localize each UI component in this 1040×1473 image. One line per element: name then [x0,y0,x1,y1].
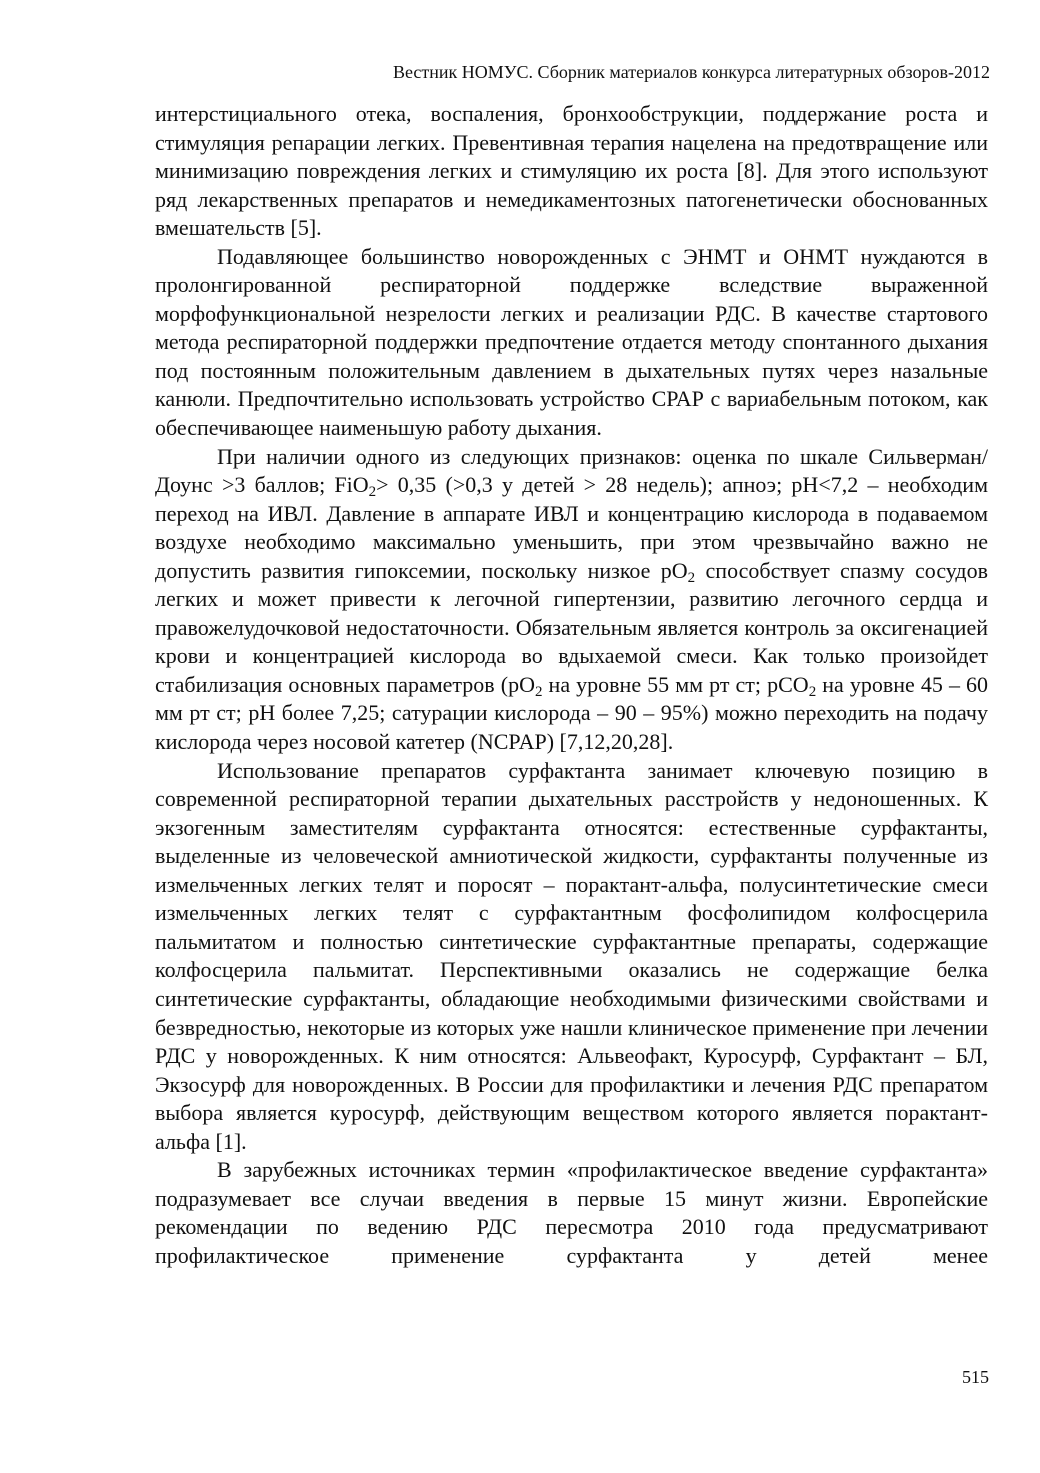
subscript: 2 [687,569,696,586]
paragraph-respiratory-support: Подавляющее большинство новорожденных с ЭНМТ и ОНМТ нуждаются в пролонгированной респираторной поддержке вследствие выраженной морфофункциональной незрелости легких и реализации РДС. В качестве стартового метода респираторной поддержки предпочтение отдается методу спонтанного дыхания под постоянным положительным давлением в дыхательных путях через назальные канюли. Предпочтительно использовать устройство СРАР с вариабельным потоком, как обеспечивающее наименьшую работу дыхания. [155,243,988,441]
text-segment: > 0,35 (>0,3 у детей > 28 недель); апноэ; рН<7,2 – необходим переход на ИВЛ. Давление в аппарате ИВЛ и концентрацию кислорода в подаваемом воздухе необходимо максимально уменьшить, при этом чрезвычайно важно не допустить развития гипоксемии, поскольку низкое рО [155,472,989,583]
paragraph-surfactant-preparations: Использование препаратов сурфактанта занимает ключевую позицию в современной респираторной терапии дыхательных расстройств у недоношенных. К экзогенным заместителям сурфактанта относятся: естественные сурфактанты, выделенные из человеческой амниотической жидкости, сурфактанты полученные из измельченных легких телят и поросят – порактант-альфа, полусинтетические смеси измельченных легких телят с сурфактантным фосфолипидом колфосцерила пальмитатом и полностью синтетические сурфактантные препараты, содержащие колфосцерила пальмитат. Перспективными оказались не содержащие белка синтетические сурфактанты, обладающие необходимыми физическими свойствами и безвредностью, некоторые из которых уже нашли клиническое применение при лечении РДС у новорожденных. К ним относятся: Альвеофакт, Куросурф, Сурфактант – БЛ, Экзосурф для новорожденных. В России для профилактики и лечения РДС препаратом выбора является куросурф, действующим веществом которого является порактант-альфа [1]. [155,757,988,1154]
running-header: Вестник НОМУС. Сборник материалов конкурса литературных обзоров-2012 [392,62,990,82]
subscript: 2 [368,484,377,501]
paragraph-prophylactic-surfactant: В зарубежных источниках термин «профилактическое введение сурфактанта» подразумевает все случаи введения в первые 15 минут жизни. Европейские рекомендации по ведению РДС пересмотра 2010 года предусматривают профилактическое применение сурфактанта у детей менее [155,1157,988,1268]
text-segment: При наличии одного из следующих признаков: оценка по шкале Сильверман/Доунс >3 баллов; FiO [155,443,988,498]
subscript: 2 [534,683,543,700]
text-segment: на уровне 55 мм рт ст; рСО [542,671,809,697]
paragraph-ventilation-criteria [155,443,988,757]
text-segment: способствует спазму сосудов легких и может привести к легочной гипертензии, развитию легочного сердца и правожелудочковой недостаточности. Обязательным является контроль за оксигенацией крови и концентрацией кислорода во вдыхаемой смеси. Как только произойдет стабилизация основных параметров (рО [155,557,988,697]
text-segment: на уровне 45 – 60 мм рт ст; рН более 7,25; сатурации кислорода – 90 – 95%) можно переходить на подачу кислорода через носовой катетер (NCPAP) [7,12,20,28]. [155,671,989,755]
subscript: 2 [808,683,817,700]
paragraph-continuation: интерстициального отека, воспаления, бронхообструкции, поддержание роста и стимуляция репарации легких. Превентивная терапия нацелена на предотвращение или минимизацию повреждения легких и стимуляцию их роста [8]. Для этого используют ряд лекарственных препаратов и немедикаментозных патогенетически обоснованных вмешательств [5]. [155,101,988,241]
article-body [155,100,988,1270]
page-number: 515 [962,1367,989,1387]
